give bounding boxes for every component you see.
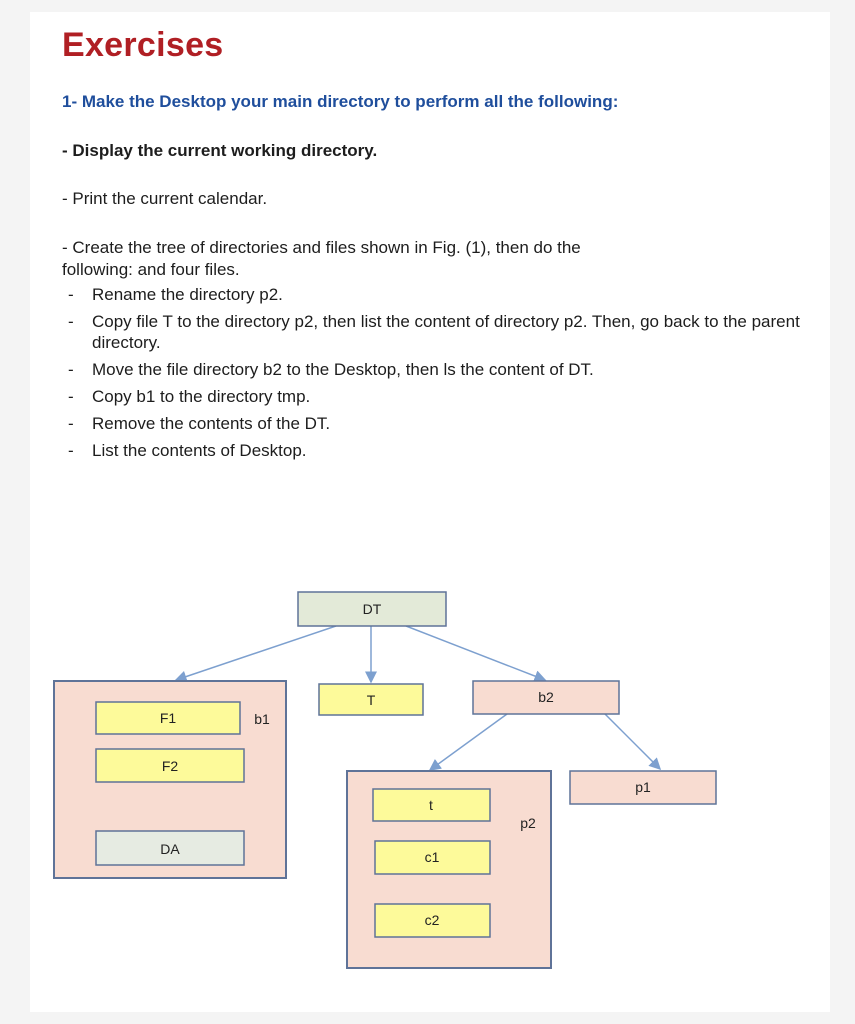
edge-b2-p1	[605, 714, 660, 769]
edge-dt-b1	[176, 626, 336, 680]
list-item-text: Remove the contents of the DT.	[92, 414, 331, 433]
node-b2-label: b2	[538, 689, 554, 705]
page-title: Exercises	[62, 26, 224, 64]
node-p2-label: p2	[520, 815, 536, 831]
list-item-text: Rename the directory p2.	[92, 285, 283, 304]
item-create-tree-line2: following: and four files.	[62, 260, 240, 279]
bullet-marker: -	[68, 387, 74, 406]
exercise-subtitle: 1- Make the Desktop your main directory to perform all the following:	[62, 92, 619, 111]
list-item-text: List the contents of Desktop.	[92, 441, 307, 460]
node-b1-label: b1	[254, 711, 270, 727]
bullet-marker: -	[68, 441, 74, 460]
node-dt-label: DT	[362, 601, 382, 617]
item-print-calendar: - Print the current calendar.	[62, 189, 268, 208]
node-da-label: DA	[160, 841, 180, 857]
node-file-t-upper-label: T	[366, 692, 376, 708]
edge-b2-p2	[430, 714, 507, 770]
node-c2-label: c2	[424, 912, 440, 928]
node-c1-label: c1	[424, 849, 440, 865]
node-f2-label: F2	[161, 758, 179, 774]
node-t-label: t	[429, 797, 433, 813]
node-p1-label: p1	[635, 779, 651, 795]
edge-dt-b2	[406, 626, 545, 680]
item-create-tree-line1: - Create the tree of directories and files shown in Fig. (1), then do the	[62, 238, 581, 257]
list-item-text: Move the file directory b2 to the Desktop, then ls the content of DT.	[92, 360, 594, 379]
node-f1-label: F1	[159, 710, 177, 726]
bullet-marker: -	[68, 312, 74, 331]
item-display-cwd: - Display the current working directory.	[62, 141, 378, 160]
list-item-text: Copy b1 to the directory tmp.	[92, 387, 311, 406]
bullet-marker: -	[68, 414, 74, 433]
list-item-text: Copy file T to the directory p2, then list the content of directory p2. Then, go back to the parent directory.	[92, 312, 800, 352]
bullet-marker: -	[68, 360, 74, 379]
bullet-marker: -	[68, 285, 74, 304]
